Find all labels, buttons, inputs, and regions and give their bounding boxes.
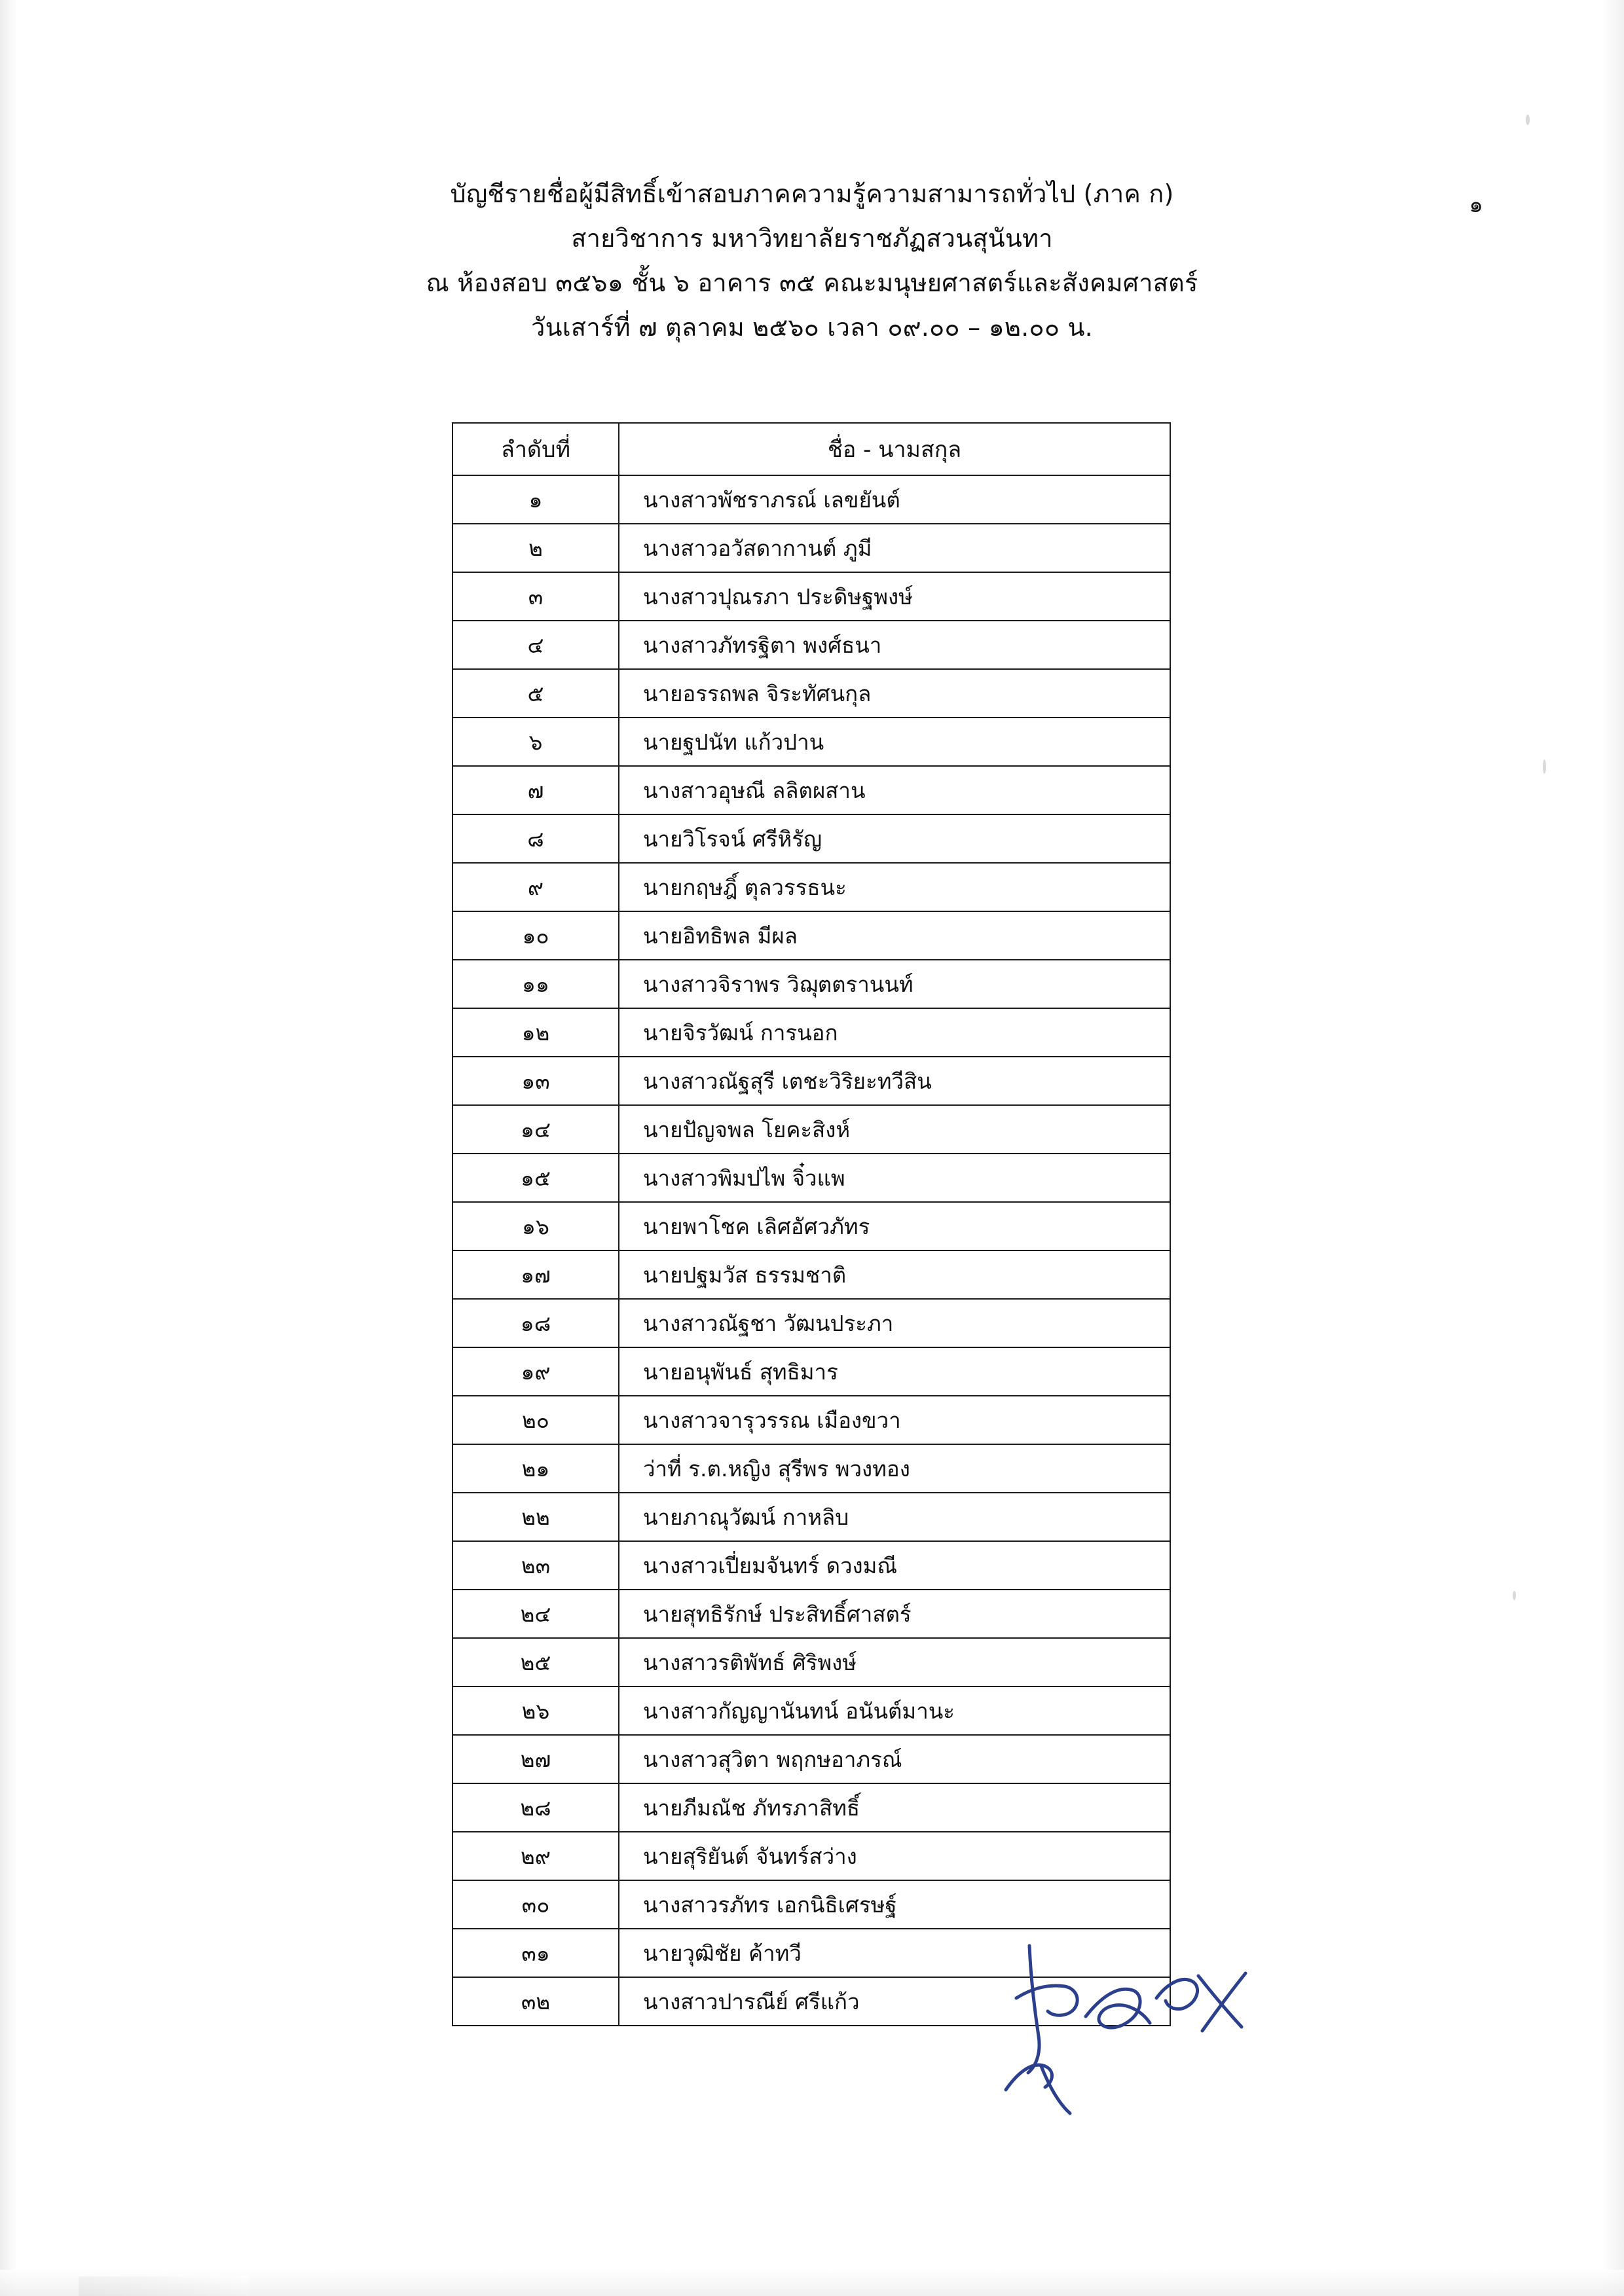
table-row [452, 766, 1170, 814]
row-number: ๓๐ [452, 1880, 619, 1929]
column-header-name: ชื่อ - นามสกุล [619, 423, 1170, 475]
row-candidate-name: นางสาวอวัสดากานต์ ภูมี [619, 524, 1170, 572]
roster-table-wrapper [452, 422, 1171, 2026]
table-row [452, 1735, 1170, 1783]
row-candidate-name: นายกฤษฎิ์ ตุลวรรธนะ [619, 863, 1170, 911]
table-row [452, 1493, 1170, 1541]
table-row [452, 1686, 1170, 1735]
row-number: ๕ [452, 669, 619, 718]
row-candidate-name: นางสาวจารุวรรณ เมืองขวา [619, 1396, 1170, 1444]
roster-table-body [452, 475, 1170, 2026]
table-row [452, 475, 1170, 524]
table-row [452, 1347, 1170, 1396]
row-number: ๗ [452, 766, 619, 814]
row-number: ๓๑ [452, 1929, 619, 1977]
row-candidate-name: นายอิทธิพล มีผล [619, 911, 1170, 960]
row-candidate-name: นางสาวณัฐสุรี เตชะวิริยะทวีสิน [619, 1057, 1170, 1105]
table-row [452, 1638, 1170, 1686]
table-row [452, 621, 1170, 669]
row-candidate-name: นางสาวพิมปไพ จิ๋วแพ [619, 1154, 1170, 1202]
header-line-2: สายวิชาการ มหาวิทยาลัยราชภัฏสวนสุนันทา [571, 224, 1053, 253]
row-candidate-name: นายวุฒิชัย ค้าทวี [619, 1929, 1170, 1977]
row-number: ๒๕ [452, 1638, 619, 1686]
row-candidate-name: นายปัญจพล โยคะสิงห์ [619, 1105, 1170, 1154]
row-candidate-name: นางสาวสุวิตา พฤกษอาภรณ์ [619, 1735, 1170, 1783]
row-candidate-name: นางสาวณัฐชา วัฒนประภา [619, 1299, 1170, 1347]
table-row [452, 814, 1170, 863]
row-number: ๒ [452, 524, 619, 572]
table-row [452, 1396, 1170, 1444]
row-number: ๓๒ [452, 1977, 619, 2026]
row-candidate-name: นายจิรวัฒน์ การนอก [619, 1008, 1170, 1057]
row-number: ๑๑ [452, 960, 619, 1008]
row-candidate-name: นางสาวรภัทร เอกนิธิเศรษฐ์ [619, 1880, 1170, 1929]
table-row [452, 1057, 1170, 1105]
row-candidate-name: นางสาวปารณีย์ ศรีแก้ว [619, 1977, 1170, 2026]
row-number: ๒๑ [452, 1444, 619, 1493]
row-number: ๑๘ [452, 1299, 619, 1347]
row-candidate-name: นายอรรถพล จิระทัศนกุล [619, 669, 1170, 718]
row-number: ๑๙ [452, 1347, 619, 1396]
row-candidate-name: นายภีมณัช ภัทรภาสิทธิ์ [619, 1783, 1170, 1832]
row-number: ๙ [452, 863, 619, 911]
row-candidate-name: นางสาวปุณรภา ประดิษฐพงษ์ [619, 572, 1170, 621]
row-number: ๑๗ [452, 1250, 619, 1299]
row-number: ๒๒ [452, 1493, 619, 1541]
row-candidate-name: นายอนุพันธ์ สุทธิมาร [619, 1347, 1170, 1396]
table-row [452, 1880, 1170, 1929]
row-candidate-name: นายสุทธิรักษ์ ประสิทธิ์ศาสตร์ [619, 1590, 1170, 1638]
row-candidate-name: นางสาวกัญญานันทน์ อนันต์มานะ [619, 1686, 1170, 1735]
row-candidate-name: นายสุริยันต์ จันทร์สว่าง [619, 1832, 1170, 1880]
row-number: ๑๖ [452, 1202, 619, 1250]
table-row [452, 1008, 1170, 1057]
row-number: ๑๐ [452, 911, 619, 960]
roster-table [452, 422, 1171, 2026]
row-candidate-name: นางสาวจิราพร วิฌุตตรานนท์ [619, 960, 1170, 1008]
row-candidate-name: นายภาณุวัฒน์ กาหลิบ [619, 1493, 1170, 1541]
row-number: ๑ [452, 475, 619, 524]
row-number: ๒๙ [452, 1832, 619, 1880]
page-number: ๑ [1469, 192, 1483, 218]
row-number: ๑๕ [452, 1154, 619, 1202]
table-row [452, 1154, 1170, 1202]
row-candidate-name: นายฐปนัท แก้วปาน [619, 718, 1170, 766]
table-row [452, 669, 1170, 718]
table-row [452, 1783, 1170, 1832]
table-row [452, 1541, 1170, 1590]
document-header [0, 172, 1624, 350]
row-number: ๑๒ [452, 1008, 619, 1057]
roster-table-head [452, 423, 1170, 475]
row-number: ๔ [452, 621, 619, 669]
row-number: ๒๘ [452, 1783, 619, 1832]
row-number: ๒๓ [452, 1541, 619, 1590]
row-number: ๖ [452, 718, 619, 766]
column-header-no: ลำดับที่ [452, 423, 619, 475]
table-row [452, 1444, 1170, 1493]
table-row [452, 718, 1170, 766]
table-row [452, 1299, 1170, 1347]
row-candidate-name: นางสาวอุษณี ลลิตผสาน [619, 766, 1170, 814]
row-candidate-name: นายพาโชค เลิศอัศวภัทร [619, 1202, 1170, 1250]
header-line-3: ณ ห้องสอบ ๓๕๖๑ ชั้น ๖ อาคาร ๓๕ คณะมนุษยศาสตร์และสังคมศาสตร์ [426, 268, 1198, 297]
row-candidate-name: ว่าที่ ร.ต.หญิง สุรีพร พวงทอง [619, 1444, 1170, 1493]
row-candidate-name: นายปฐมวัส ธรรมชาติ [619, 1250, 1170, 1299]
row-candidate-name: นางสาวพัชราภรณ์ เลขยันต์ [619, 475, 1170, 524]
row-candidate-name: นายวิโรจน์ ศรีหิรัญ [619, 814, 1170, 863]
table-row [452, 1250, 1170, 1299]
row-number: ๘ [452, 814, 619, 863]
row-number: ๒๗ [452, 1735, 619, 1783]
row-number: ๓ [452, 572, 619, 621]
table-row [452, 572, 1170, 621]
row-number: ๒๔ [452, 1590, 619, 1638]
table-row [452, 1977, 1170, 2026]
table-row [452, 911, 1170, 960]
table-row [452, 1202, 1170, 1250]
table-row [452, 960, 1170, 1008]
table-row [452, 863, 1170, 911]
table-row [452, 1105, 1170, 1154]
row-number: ๑๔ [452, 1105, 619, 1154]
table-row [452, 524, 1170, 572]
table-row [452, 1832, 1170, 1880]
row-number: ๑๓ [452, 1057, 619, 1105]
header-line-4: วันเสาร์ที่ ๗ ตุลาคม ๒๕๖๐ เวลา ๐๙.๐๐ – ๑๒.๐๐ น. [531, 313, 1093, 342]
table-row [452, 1590, 1170, 1638]
row-candidate-name: นางสาวเปี่ยมจันทร์ ดวงมณี [619, 1541, 1170, 1590]
row-candidate-name: นางสาวรติพัทธ์ ศิริพงษ์ [619, 1638, 1170, 1686]
table-header-row [452, 423, 1170, 475]
row-number: ๒๖ [452, 1686, 619, 1735]
row-candidate-name: นางสาวภัทรฐิตา พงศ์ธนา [619, 621, 1170, 669]
row-number: ๒๐ [452, 1396, 619, 1444]
table-row [452, 1929, 1170, 1977]
header-line-1: บัญชีรายชื่อผู้มีสิทธิ์เข้าสอบภาคความรู้ความสามารถทั่วไป (ภาค ก) [450, 179, 1174, 208]
